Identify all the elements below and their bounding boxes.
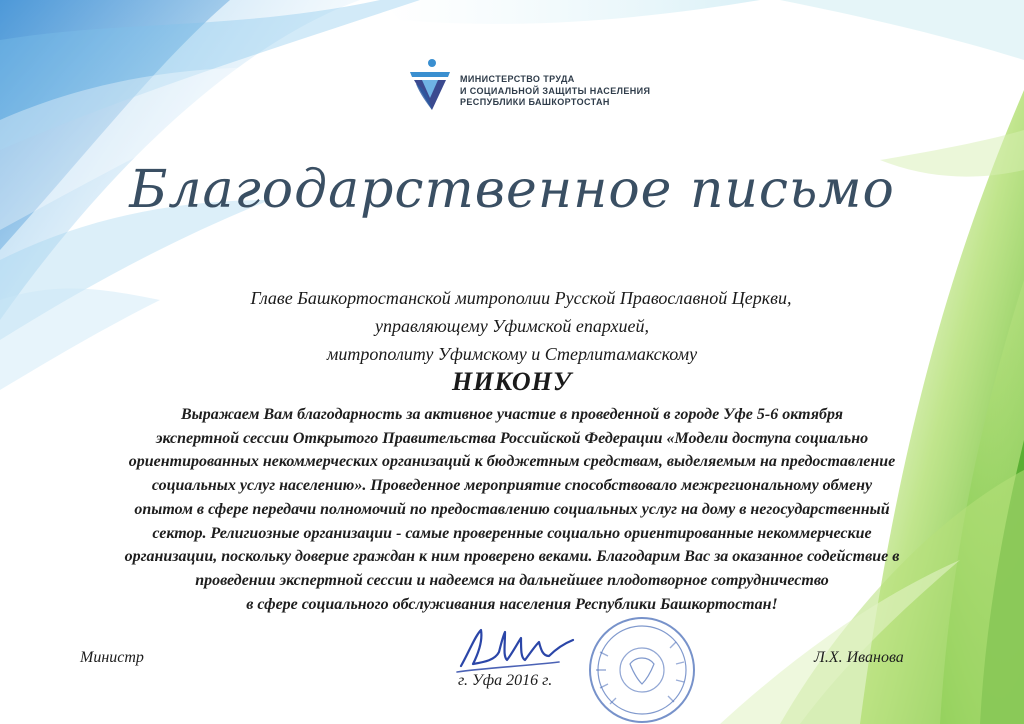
ministry-name-line: РЕСПУБЛИКИ БАШКОРТОСТАН [460, 97, 610, 107]
document-title: Благодарственное письмо [129, 160, 895, 220]
recipient-block [0, 284, 1024, 368]
body-line: социальных услуг населению». Проведенное мероприятие способствовало межрегиональному обмену [151, 477, 873, 495]
body-line: в сфере социального обслуживания населения Республики Башкортостан! [246, 595, 778, 613]
handwritten-signature [455, 622, 585, 678]
body-line: опытом в сфере передачи полномочий по предоставлению социальных услуг на дому в негосударственный [134, 500, 890, 518]
recipient-name: НИКОНУ [452, 367, 572, 396]
body-line: Выражаем Вам благодарность за активное участие в проведенной в городе Уфе 5-6 октября [180, 406, 844, 423]
body-line: экспертной сессии Открытого Правительства Российской Федерации «Модели доступа социально [155, 429, 869, 447]
signatory-position: Министр [80, 649, 144, 666]
body-line: проведении экспертной сессии и надеемся на дальнейшее плодотворное сотрудничество [195, 571, 829, 589]
recipient-line: управляющему Уфимской епархией, [375, 316, 649, 336]
body-line: организации, поскольку доверие граждан к ним проверено веками. Благодарим Вас за оказанное содействие в [124, 548, 900, 566]
letter-body [0, 403, 1024, 616]
official-seal-stamp [580, 612, 700, 724]
recipient-line: Главе Башкортостанской митрополии Русской Православной Церкви, [250, 288, 792, 308]
place-and-date: г. Уфа 2016 г. [458, 672, 553, 689]
ministry-name [460, 74, 670, 109]
body-line: сектор. Религиозные организации - самые проверенные социально ориентированные некоммерческие [152, 524, 872, 542]
body-line: ориентированных некоммерческих организаций к бюджетным средствам, выделяемым на предоставление [128, 453, 896, 471]
ministry-name-line: МИНИСТЕРСТВО ТРУДА [460, 74, 575, 84]
ministry-emblem-icon [408, 58, 454, 118]
recipient-line: митрополиту Уфимскому и Стерлитамакскому [326, 344, 698, 364]
ministry-logo-block [408, 58, 668, 118]
ministry-name-line: И СОЦИАЛЬНОЙ ЗАЩИТЫ НАСЕЛЕНИЯ [460, 85, 651, 96]
signatory-name: Л.Х. Иванова [814, 649, 904, 666]
